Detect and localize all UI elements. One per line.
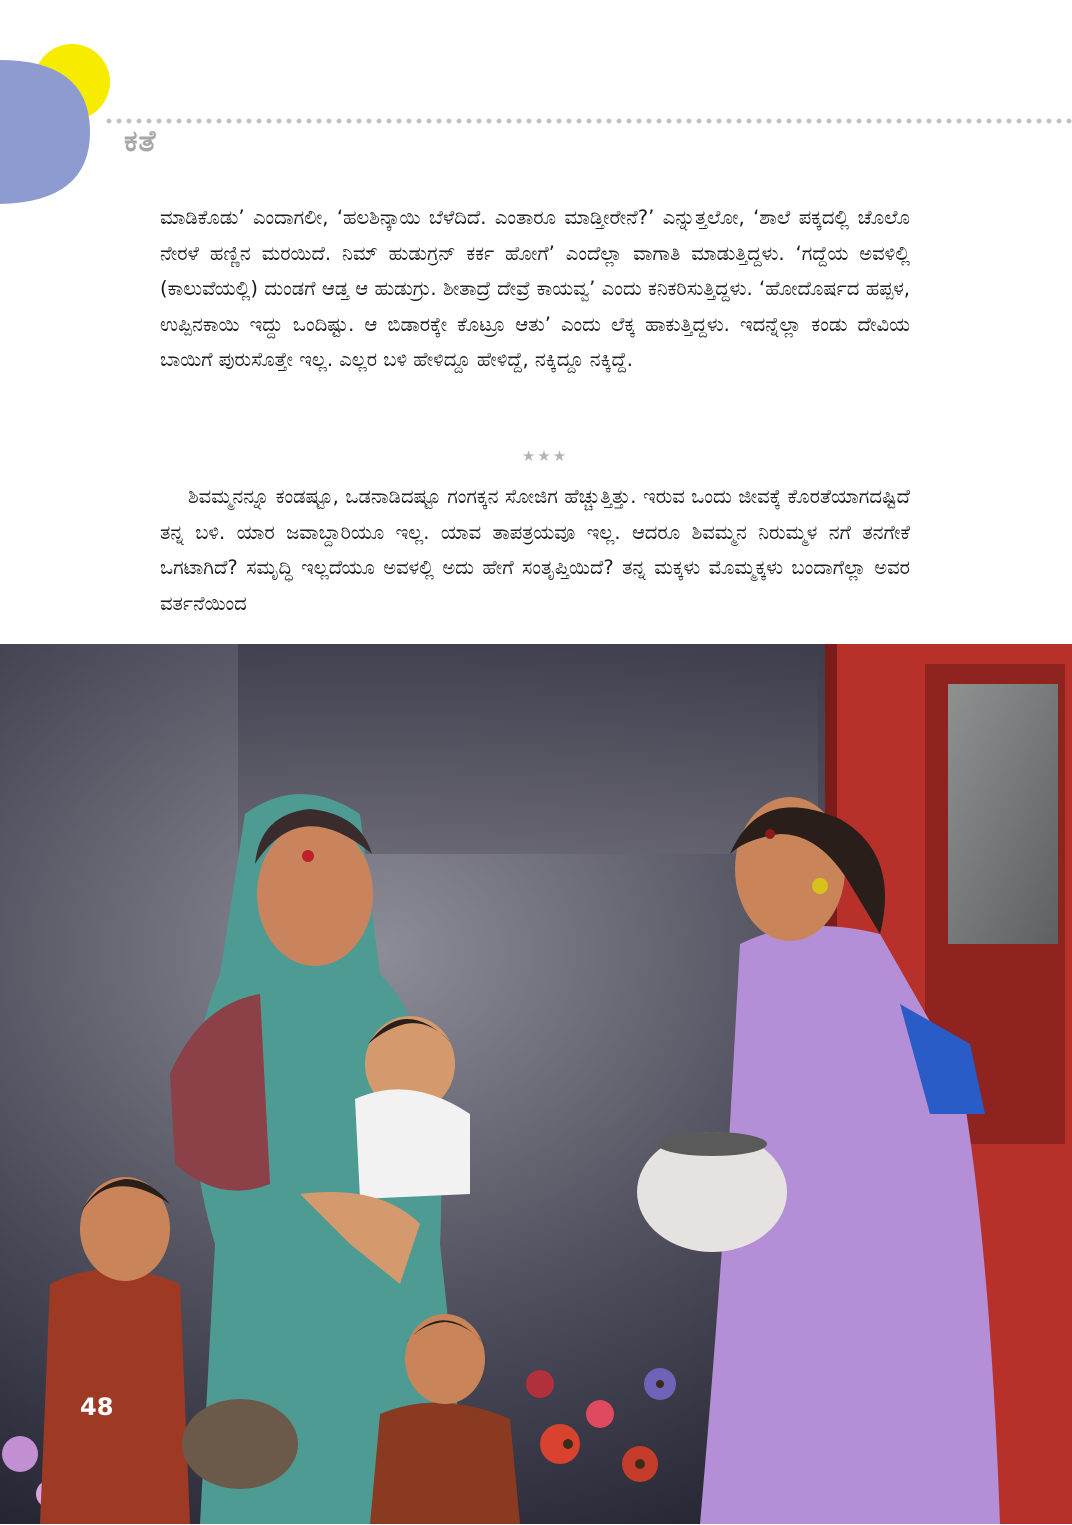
corner-decoration: [0, 0, 130, 220]
paragraph-text: ಶಿವಮ್ಮನನ್ನೂ ಕಂಡಷ್ಟೂ, ಒಡನಾಡಿದಷ್ಟೂ ಗಂಗಕ್ಕನ ಸೋಜಿಗ ಹೆಚ್ಚುತ್ತಿತ್ತು. ಇರುವ ಒಂದು ಜೀವಕ್ಕೆ ಕೊರತೆಯಾಗದಷ್ಟಿದೆ ತನ್ನ ಬಳಿ. ಯಾರ ಜವಾಬ್ದಾರಿಯೂ ಇಲ್ಲ. ಯಾವ ತಾಪತ್ರಯವೂ ಇಲ್ಲ. ಆದರೂ ಶಿವಮ್ಮನ ನಿರುಮ್ಮಳ ನಗೆ ತನಗೇಕೆ ಒಗಟಾಗಿದೆ? ಸಮೃದ್ಧಿ ಇಲ್ಲದೆಯೂ ಅವಳಲ್ಲಿ ಅದು ಹೇಗೆ ಸಂತೃಪ್ತಿಯಿದೆ? ತನ್ನ ಮಕ್ಕಳು ಮೊಮ್ಮಕ್ಕಳು ಬಂದಾಗೆಲ್ಲಾ ಅವರ ವರ್ತನೆಯಿಂದ: [160, 485, 910, 615]
dotted-rule: [104, 118, 1072, 124]
section-separator: ★★★: [521, 447, 569, 465]
brass-pot-boy: [182, 1399, 298, 1489]
story-paragraph-2: [160, 479, 910, 621]
page-number: 48: [80, 1393, 114, 1421]
section-label: ಕತೆ: [124, 124, 157, 159]
story-illustration: [0, 644, 1072, 1524]
paragraph-text: ಮಾಡಿಕೊಡು’ ಎಂದಾಗಲೀ, ‘ಹಲಶಿನ್ಕಾಯಿ ಬೆಳೆದಿದೆ. ಎಂತಾರೂ ಮಾಡ್ತೀರೇನೆ?’ ಎನ್ನುತ್ತಲೋ, ‘ಶಾಲೆ ಪಕ್ಕದಲ್ಲಿ ಚೊಲೊ ನೇರಳೆ ಹಣ್ಣಿನ ಮರಯಿದೆ. ನಿಮ್ ಹುಡುಗ್ರನ್ ಕರ್ಕ ಹೋಗೆ’ ಎಂದೆಲ್ಲಾ ವಾಗಾತಿ ಮಾಡುತ್ತಿದ್ದಳು. ‘ಗದ್ದೆಯ ಅವಳಿಲ್ಲಿ (ಕಾಲುವೆಯಲ್ಲಿ) ದುಂಡಗೆ ಆಡ್ತ ಆ ಹುಡುಗ್ರು. ಶೀತಾದ್ರೆ ದೇವ್ರೆ ಕಾಯವ್ವ’ ಎಂದು ಕನಿಕರಿಸುತ್ತಿದ್ದಳು. ‘ಹೋದೊರ್ಷದ ಹಪ್ಪಳ, ಉಪ್ಪಿನಕಾಯಿ ಇದ್ದು ಒಂದಿಷ್ಟು. ಆ ಬಿಡಾರಕ್ಕೇ ಕೊಟ್ರೂ ಆತು’ ಎಂದು ಲೆಕ್ಕ ಹಾಕುತ್ತಿದ್ದಳು. ಇದನ್ನೆಲ್ಲಾ ಕಂಡು ದೇವಿಯ ಬಾಯಿಗೆ ಪುರುಸೊತ್ತೇ ಇಲ್ಲ. ಎಲ್ಲರ ಬಳಿ ಹೇಳಿದ್ದೂ ಹೇಳಿದ್ದೆ, ನಕ್ಕಿದ್ದೂ ನಕ್ಕಿದ್ದೆ.: [160, 206, 910, 371]
story-paragraph-1: [160, 200, 910, 378]
white-pot: [637, 1132, 787, 1252]
